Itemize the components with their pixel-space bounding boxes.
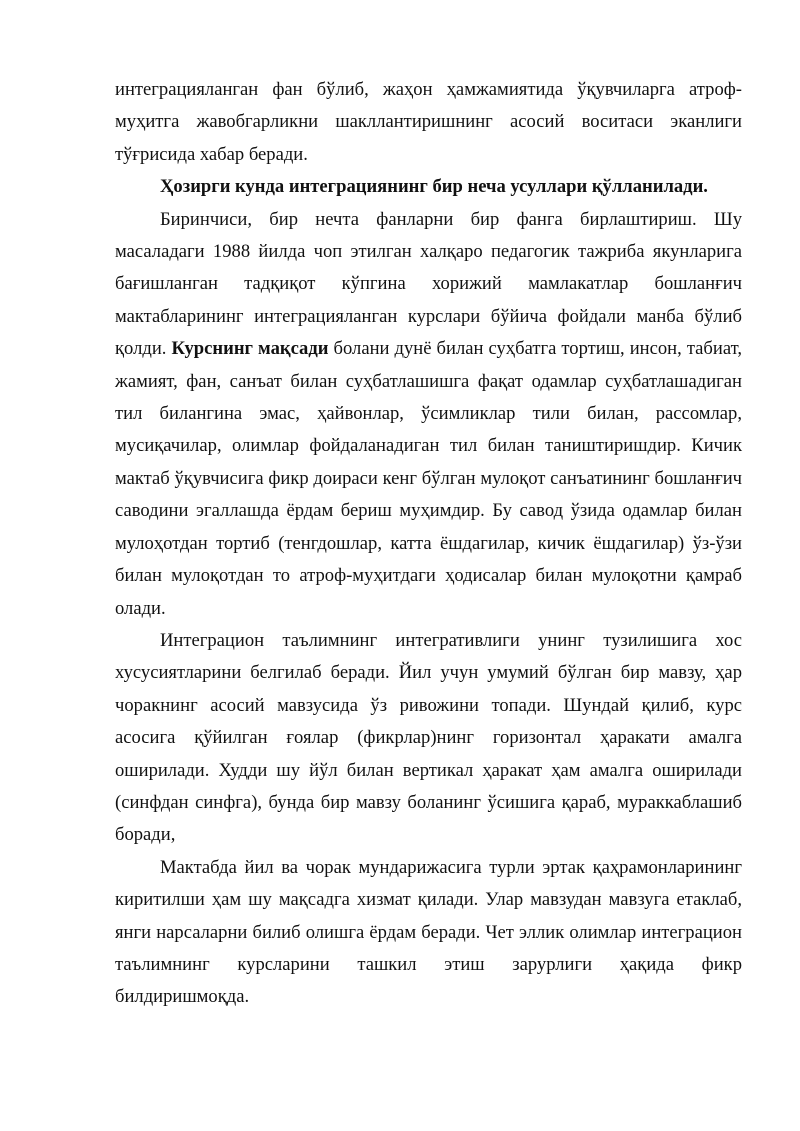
course-goal-term: Курснинг мақсади: [171, 338, 329, 360]
paragraph-heading-integration-methods: Ҳозирги кунда интеграциянинг бир неча усуллари қўлланилади.: [160, 176, 708, 198]
document-body: [115, 74, 742, 1014]
paragraph-first-method: [115, 204, 742, 625]
paragraph-first-method-text-a: Биринчиси, бир нечта фанларни бир фанга бирлаштириш. Шу масаладаги 1988 йилда чоп этилган халқаро педагогик тажриба якунларига бағишланган тадқиқот кўпгина хорижий мамлакатлар бошланғич мактабларининг интеграцияланган курслари бўйича фойдали манба бўлиб қолди.: [115, 208, 742, 360]
paragraph-continued: интеграцияланган фан бўлиб, жаҳон ҳамжамиятида ўқувчиларга атроф-муҳитга жавобгарликни шакллантиришнинг асосий воситаси эканлиги тўғрисида хабар беради.: [115, 79, 742, 165]
paragraph-integrative-structure: Интеграцион таълимнинг интегративлиги унинг тузилишига хос хусусиятларини белгилаб беради. Йил учун умумий бўлган бир мавзу, ҳар чоракнинг асосий мавзусида ўз ривожини топади. Шундай қилиб, курс асосига қўйилган ғоялар (фикрлар)нинг горизонтал ҳаракати амалга оширилади. Худди шу йўл билан вертикал ҳаракат ҳам амалга оширилади (синфдан синфга), бунда бир мавзу боланинг ўсишига қараб, мураккаблашиб боради,: [115, 629, 742, 846]
paragraph-fairy-tale-heroes: Мактабда йил ва чорак мундарижасига турли эртак қаҳрамонларининг киритилши ҳам шу мақсадга хизмат қилади. Улар мавзудан мавзуга етаклаб, янги нарсаларни билиб олишга ёрдам беради. Чет эллик олимлар интеграцион таълимнинг курсларини ташкил этиш зарурлиги ҳақида фикр билдиришмоқда.: [115, 856, 742, 1008]
paragraph-first-method-text-b: болани дунё билан суҳбатга тортиш, инсон, табиат, жамият, фан, санъат билан суҳбатлашишга фақат одамлар суҳбатлашадиган тил билангина эмас, ҳайвонлар, ўсимликлар тили билан, рассомлар, мусиқачилар, олимлар фойдаланадиган тил билан таништиришдир. Кичик мактаб ўқувчисига фикр доираси кенг бўлган мулоқот санъатининг бошланғич саводини эгаллашда ёрдам бериш муҳимдир. Бу савод ўзида одамлар билан мулоҳотдан тортиб (тенгдошлар, катта ёшдагилар, кичик ёшдагилар) ўз-ўзи билан мулоқотдан то атроф-муҳитдаги ҳодисалар билан мулоқотни қамраб олади.: [115, 338, 742, 619]
